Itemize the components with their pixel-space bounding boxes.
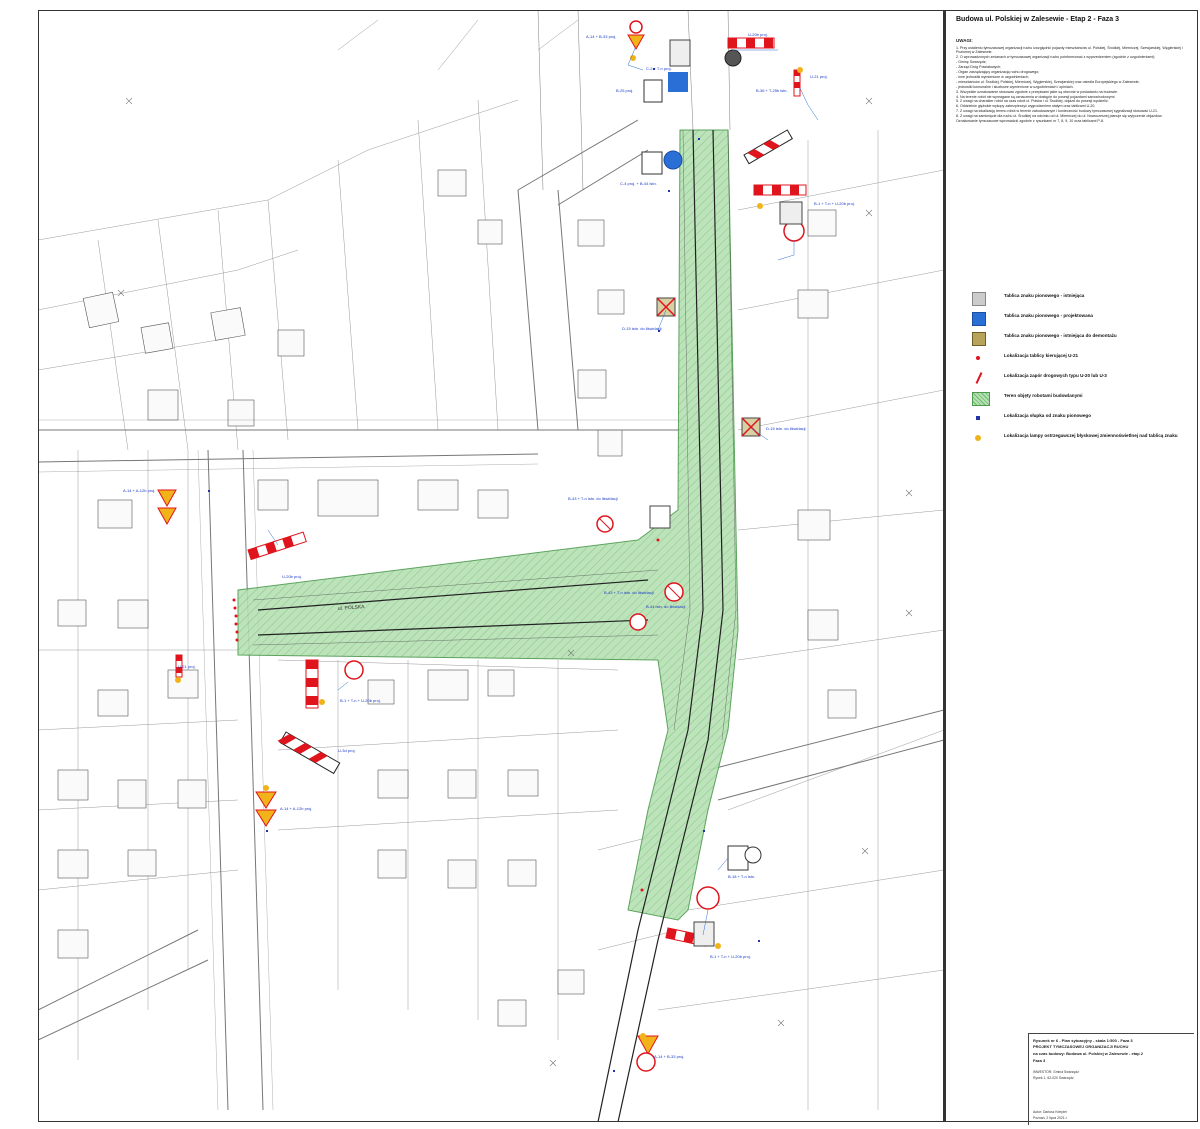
- legend-item: [972, 389, 1194, 409]
- sign-label: B-1 + T-n + U-20b proj.: [340, 698, 381, 703]
- sign-label: C-4 proj. + B-44 istn.: [620, 181, 657, 186]
- legend-list: [972, 289, 1194, 449]
- legend-label: Teren objęty robotami budowlanymi: [1004, 393, 1083, 398]
- legend-label: Tablica znaku pionowego - projektowana: [1004, 313, 1093, 318]
- red-dot-icon: [976, 356, 980, 360]
- legend-item: [972, 409, 1194, 429]
- roundabout-sign-icon: [664, 151, 682, 169]
- sign-label: U-3d proj.: [338, 748, 356, 753]
- sign-label: D-15 istn. do likwidacji: [766, 426, 806, 431]
- street-label-polska: ul. POLSKA: [337, 604, 365, 612]
- sign-label: B-1 + T-n + U-20b proj.: [814, 201, 855, 206]
- legend-item: [972, 309, 1194, 329]
- post-icon: [976, 416, 980, 420]
- sign-label: C-2 + T-n proj.: [646, 66, 672, 71]
- legend-item: [972, 349, 1194, 369]
- note-item: 7. Z uwagi na lokalizację terenu robót w terenie zabudowanym i konieczność budowy tymczasowej sygnalizacji stosować U-21.: [956, 109, 1158, 114]
- sign-label: U-20b proj.: [282, 574, 302, 579]
- info-board-icon: [670, 40, 690, 66]
- sign-label: A-14 + A-12b proj.: [280, 806, 313, 811]
- note-item: 2. O wprowadzonych zmianach w tymczasowej organizacji ruchu poinformować z wyprzedzeniem (zgodnie z uzgodnieniami):: [956, 55, 1156, 60]
- sign-label: B-18 + T-n istn.: [728, 874, 756, 879]
- site-plan-map: [38, 10, 944, 1122]
- sign-label: U-21 proj.: [178, 664, 196, 669]
- legend-item: [972, 429, 1194, 449]
- stamp-subtitle: PROJEKT TYMCZASOWEJ ORGANIZACJI RUCHU: [1033, 1044, 1129, 1049]
- sign-label: B-44 istn. do likwidacji: [646, 604, 686, 609]
- sign-label: A-14 + B-33 proj.: [586, 34, 617, 39]
- speed-sign-icon: [644, 80, 662, 102]
- sign-label: B-25 proj.: [616, 88, 634, 93]
- note-item: - Gminę Swarzędz;: [956, 60, 987, 65]
- stamp-investor: INWESTOR: Gmina Swarzędz: [1033, 1070, 1079, 1074]
- note-item: - Zarząd Dróg Powiatowych;: [956, 65, 1002, 70]
- sign-label: U-20b proj.: [748, 32, 768, 37]
- stamp-phase: Faza 3: [1033, 1058, 1046, 1063]
- note-item: 4. Na terenie robót nie wymagane są oznaczenia w dostępie do posesji pojazdami samochodowymi.: [956, 94, 1116, 99]
- note-item: 8. Z uwagi na zamknięcie dla ruchu ul. Środkiej na odcinku od ul. Mierniczej do ul. Nowoczesnej planuje się wytyczenie objazdów.: [956, 114, 1163, 119]
- projected-sign-icon: [972, 312, 986, 326]
- stamp-address: Rynek 1, 62-020 Swarzędz: [1033, 1076, 1074, 1080]
- sign-label: D-15 istn. do likwidacji: [622, 326, 662, 331]
- legend-item: [972, 289, 1194, 309]
- note-item: - jednostki komunalne i słuzbowe wymienione w uzgodnieniach i opiniach.: [956, 84, 1074, 89]
- legend-panel: [944, 10, 1198, 1122]
- drawing-title: Budowa ul. Polskiej w Zalesewie - Etap 2 - Faza 3: [956, 16, 1119, 23]
- title-block: [1028, 1033, 1194, 1125]
- notes-list: [956, 46, 1194, 124]
- hatch-area-icon: [972, 392, 990, 406]
- red-slash-icon: [976, 372, 983, 384]
- sign-label: A-14 + A-12b proj.: [123, 488, 156, 493]
- lamp-icon: [975, 435, 981, 441]
- prohibition-sign-icon: [725, 50, 741, 66]
- note-item: - inne jednostki wymienione w uzgodnieniach;: [956, 74, 1029, 79]
- note-item: 5. Z uwagi na charakter robót na czas robót ul. Polska i ul. Środkiej, dojazd do posesji wydzielić.: [956, 99, 1109, 104]
- sign-removal-icon: [972, 332, 986, 346]
- sign-label: B-43 + T-n istn. do likwidacji: [604, 590, 654, 595]
- legend-label: Lokalizacja słupka od znaku pionowego: [1004, 413, 1092, 418]
- sign-label: B-36 + T-25b istn.: [756, 88, 788, 93]
- stamp-title: Rysunek nr 6 - Plan sytuacyjny - skala 1:500 - Faza 3: [1033, 1038, 1133, 1043]
- sign-label: B-1 + T-n + U-20b proj.: [710, 954, 751, 959]
- legend-label: Lokalizacja lampy ostrzegawczej błyskowej zmiennoświetlnej nad tablicą znaku: [1004, 433, 1178, 438]
- note-item: 1. Przy ustaleniu tymczasowej organizacji ruchu uwzględnić pojazdy mieszkańców ul. Polskiej, Środkiej, Mierniczej, Szewjarskiej, Węgierskiej i Poziomej w Zalesewie.: [956, 46, 1183, 55]
- stamp-date: Poznań, 2 lipca 2021 r.: [1033, 1116, 1068, 1120]
- existing-sign-icon: [972, 292, 986, 306]
- note-item: 3. Wszystkie oznakowanie stosować zgodnie z przepisami jakie są obecnie w posiadaniu na budowie.: [956, 89, 1119, 94]
- note-item: - mieszkańców ul. Środkiej, Polskiej, Mierniczej, Węgierskiej, Szewjarskiej oraz osiedla Europejskiego w Zalesewie;: [956, 79, 1140, 84]
- stamp-project: na czas budowy: Budowa ul. Polskiej w Zalesewie - etap 2: [1033, 1051, 1144, 1056]
- legend-label: Tablica znaku pionowego - istniejąca do demontażu: [1004, 333, 1117, 338]
- legend-label: Lokalizacja zapór drogowych typu U-20 lub U-3: [1004, 373, 1107, 378]
- stamp-author: Autor: Dariusz Kierpiel: [1033, 1110, 1067, 1114]
- note-item: 6. Oddzielnie głębokie wykopy zabezpieczyć wygrodzeniem stałym oraz tablicami U-20.: [956, 104, 1096, 109]
- blue-sign-icon: [668, 72, 688, 92]
- legend-item: [972, 369, 1194, 389]
- note-item: Oznakowanie tymczasowe wprowadzić zgodnie z rysunkami nr 7, 8, 9, 10 oraz tablicami P-8.: [956, 119, 1105, 124]
- legend-label: Tablica znaku pionowego - istniejąca: [1004, 293, 1085, 298]
- note-item: - Organ zarządzający organizacją ruchu drogowego;: [956, 70, 1040, 75]
- sign-label: A-14 + B-33 proj.: [654, 1054, 685, 1059]
- legend-item: [972, 329, 1194, 349]
- sign-label: B-43 + T-n istn. do likwidacji: [568, 496, 618, 501]
- legend-label: Lokalizacja tablicy kierującej U-21: [1004, 353, 1079, 358]
- notes-header: UWAGI:: [956, 38, 973, 43]
- sign-label: U-21 proj.: [810, 74, 828, 79]
